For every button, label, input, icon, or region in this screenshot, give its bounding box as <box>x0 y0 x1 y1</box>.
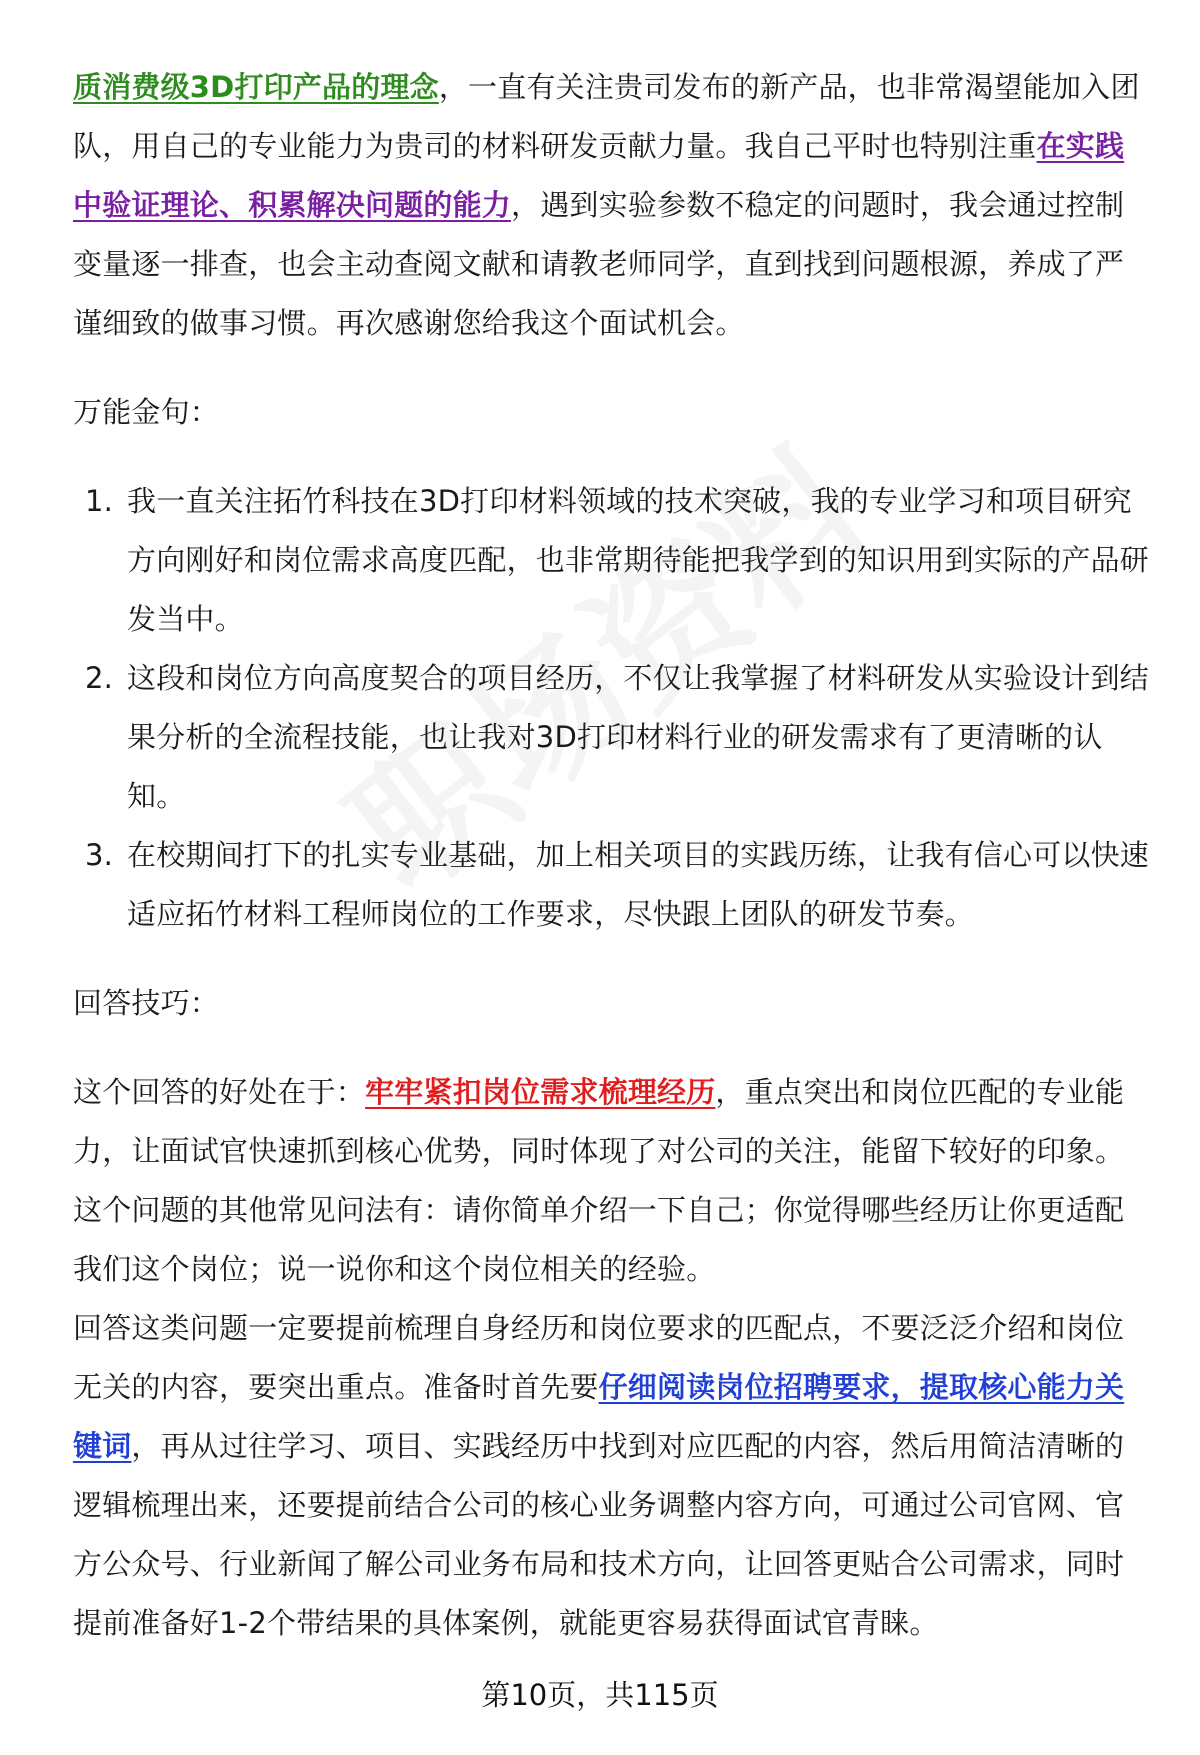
tips-text: 回答这类问题一定要提前梳理自身经历和岗位要求的匹配点，不要泛泛介绍和岗位无关的内容，要突出重点。准备时首先要 <box>73 1311 1125 1404</box>
list-item-number: 1. <box>85 484 114 518</box>
golden-sentences-heading: 万能金句： <box>73 395 220 429</box>
page-number: 第10页，共115页 <box>481 1678 719 1712</box>
intro-text-2: ，遇到实验参数不稳定的问题时，我会通过控制变量逐一排查，也会主动查阅文献和请教老师同学，直到找到问题根源，养成了严谨细致的做事习惯。再次感谢您给我这个面试机会。 <box>73 188 1125 340</box>
highlight-purple: 在实践中验证理论、积累解决问题的能力 <box>73 129 1125 222</box>
tips-paragraph-1 <box>73 1063 1153 1181</box>
list-item <box>73 826 1153 944</box>
tips-text: 这个回答的好处在于： <box>73 1075 366 1109</box>
page-content <box>73 58 1153 1653</box>
intro-text-1: ，一直有关注贵司发布的新产品，也非常渴望能加入团队，用自己的专业能力为贵司的材料研发贡献力量。我自己平时也特别注重 <box>73 70 1140 163</box>
tips-text: ，重点突出和岗位匹配的专业能力，让面试官快速抓到核心优势，同时体现了对公司的关注，能留下较好的印象。 <box>73 1075 1125 1168</box>
highlight-blue: 仔细阅读岗位招聘要求，提取核心能力关键词 <box>73 1370 1125 1463</box>
list-item <box>73 649 1153 826</box>
tips-paragraph-2: 这个问题的其他常见问法有：请你简单介绍一下自己；你觉得哪些经历让你更适配我们这个岗位；说一说你和这个岗位相关的经验。 <box>73 1193 1125 1286</box>
intro-paragraph <box>73 58 1153 353</box>
list-item-text: 我一直关注拓竹科技在3D打印材料领域的技术突破，我的专业学习和项目研究方向刚好和岗位需求高度匹配，也非常期待能把我学到的知识用到实际的产品研发当中。 <box>127 484 1150 636</box>
list-item-number: 3. <box>85 838 114 872</box>
golden-sentences-list <box>73 472 1153 944</box>
list-item <box>73 472 1153 649</box>
list-item-text: 这段和岗位方向高度契合的项目经历，不仅让我掌握了材料研发从实验设计到结果分析的全流程技能，也让我对3D打印材料行业的研发需求有了更清晰的认知。 <box>127 661 1150 813</box>
highlight-red: 牢牢紧扣岗位需求梳理经历 <box>365 1075 716 1109</box>
list-item-number: 2. <box>85 661 114 695</box>
answer-tips-heading: 回答技巧： <box>73 986 220 1020</box>
highlight-green: 质消费级3D打印产品的理念 <box>73 70 439 104</box>
tips-text: ，再从过往学习、项目、实践经历中找到对应匹配的内容，然后用简洁清晰的逻辑梳理出来，还要提前结合公司的核心业务调整内容方向，可通过公司官网、官方公众号、行业新闻了解公司业务布局和技术方向，让回答更贴合公司需求，同时提前准备好1-2个带结果的具体案例，就能更容易获得面试官青睐。 <box>73 1429 1125 1640</box>
tips-paragraph-3 <box>73 1299 1153 1653</box>
list-item-text: 在校期间打下的扎实专业基础，加上相关项目的实践历练，让我有信心可以快速适应拓竹材料工程师岗位的工作要求，尽快跟上团队的研发节奏。 <box>127 838 1150 931</box>
